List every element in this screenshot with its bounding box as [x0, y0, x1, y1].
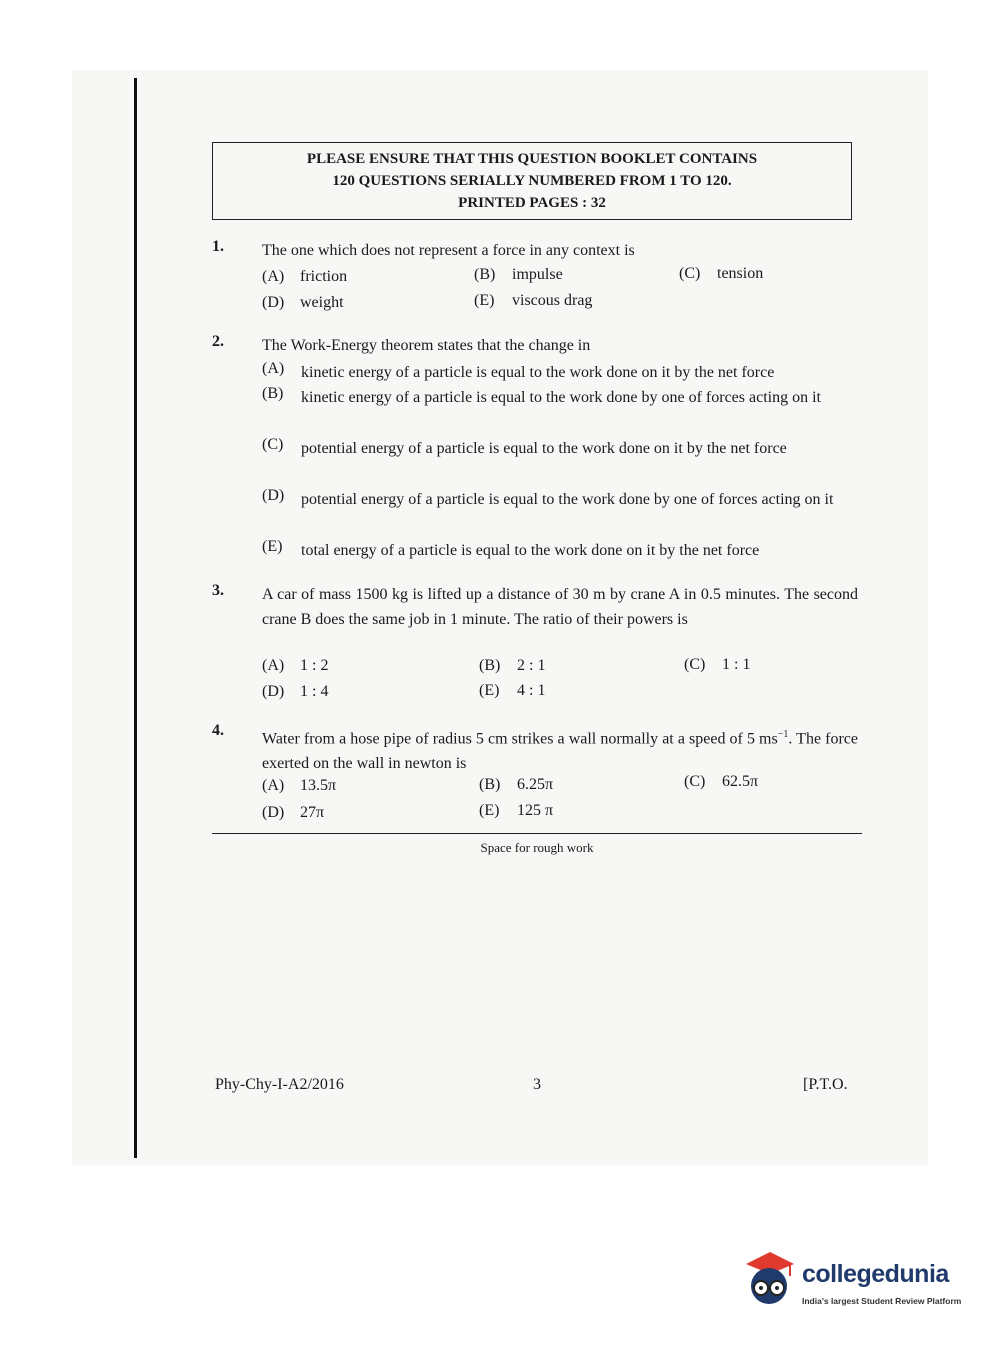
- collegedunia-logo: [740, 1250, 970, 1320]
- option-e: [474, 292, 592, 310]
- option-e: [479, 802, 553, 820]
- option-label: (E): [474, 292, 495, 309]
- notice-line-2: 120 QUESTIONS SERIALLY NUMBERED FROM 1 TO 120.: [332, 173, 732, 189]
- option-label: (D): [262, 487, 285, 504]
- question-number: 2.: [212, 333, 224, 350]
- option-text: 13.5π: [300, 777, 337, 794]
- question-number: 3.: [212, 582, 224, 599]
- option-text: 27π: [300, 804, 325, 821]
- option-label: (A): [262, 360, 285, 377]
- option-d: [262, 804, 324, 822]
- option-b: [479, 657, 545, 675]
- option-c: [684, 656, 750, 674]
- option-label: (B): [479, 657, 501, 674]
- page-number: 3: [533, 1076, 541, 1093]
- superscript: −1: [777, 729, 789, 740]
- option-text: potential energy of a particle is equal to the work done on it by the net force: [301, 440, 787, 457]
- notice-line-1: PLEASE ENSURE THAT THIS QUESTION BOOKLET CONTAINS: [306, 151, 758, 167]
- question-text-main: Water from a hose pipe of radius 5 cm strikes a wall normally at a speed of 5 ms: [262, 730, 778, 748]
- option-d: [262, 683, 328, 701]
- option-text: friction: [300, 268, 348, 285]
- option-text: 1 : 2: [300, 657, 329, 674]
- option-text: 1 : 1: [722, 656, 751, 673]
- option-e: [479, 682, 545, 700]
- rough-work-label: Space for rough work: [480, 840, 594, 855]
- option-label: (C): [679, 265, 701, 282]
- option-label: (C): [684, 773, 706, 790]
- logo-tagline: India's largest Student Review Platform: [802, 1296, 962, 1306]
- option-label: (D): [262, 804, 285, 821]
- binding-line: [134, 78, 137, 1158]
- option-text: 2 : 1: [517, 657, 546, 674]
- option-d: [262, 294, 344, 312]
- question-number: 4.: [212, 722, 224, 739]
- option-a: [262, 777, 336, 795]
- option-text: total energy of a particle is equal to the work done on it by the net force: [301, 542, 760, 559]
- option-text: tension: [717, 265, 764, 282]
- option-text: kinetic energy of a particle is equal to the work done on it by the net force: [301, 364, 775, 381]
- question-text: The Work-Energy theorem states that the change in: [262, 337, 591, 354]
- option-label: (D): [262, 683, 285, 700]
- mascot-icon: [740, 1250, 798, 1312]
- option-label: (D): [262, 294, 285, 311]
- option-b: [474, 266, 563, 284]
- question-text-end: . The force exerted on the wall in newton is: [262, 730, 858, 773]
- question-1: [212, 238, 858, 318]
- option-a: [262, 657, 328, 675]
- option-b: [479, 776, 553, 794]
- notice-line-3: PRINTED PAGES : 32: [458, 195, 606, 211]
- logo-name: collegedunia: [802, 1260, 949, 1288]
- option-label: (B): [479, 776, 501, 793]
- booklet-code: Phy-Chy-I-A2/2016: [215, 1076, 344, 1093]
- option-text: impulse: [512, 266, 563, 283]
- option-label: (E): [262, 538, 283, 555]
- option-text: weight: [300, 294, 344, 311]
- option-a: [262, 268, 347, 286]
- question-text: The one which does not represent a force in any context is: [262, 242, 635, 259]
- option-label: (A): [262, 657, 285, 674]
- option-c: [679, 265, 763, 283]
- question-text: A car of mass 1500 kg is lifted up a distance of 30 m by crane A in 0.5 minutes. The second crane B does the same job in 1 minute. The ratio of their powers is: [262, 586, 858, 628]
- question-text: [262, 722, 858, 776]
- option-text: viscous drag: [512, 292, 593, 309]
- option-text: 6.25π: [517, 776, 554, 793]
- option-label: (A): [262, 777, 285, 794]
- option-c: [684, 773, 758, 791]
- booklet-notice-box: [212, 142, 852, 220]
- option-label: (A): [262, 268, 285, 285]
- option-text: 62.5π: [722, 773, 759, 790]
- option-label: (E): [479, 682, 500, 699]
- question-number: 1.: [212, 238, 224, 255]
- divider-line: [212, 833, 862, 834]
- option-label: (E): [479, 802, 500, 819]
- question-4: [212, 722, 858, 827]
- option-text: 4 : 1: [517, 682, 546, 699]
- option-text: kinetic energy of a particle is equal to the work done by one of forces acting on it: [301, 389, 821, 406]
- option-text: 1 : 4: [300, 683, 329, 700]
- option-label: (B): [474, 266, 496, 283]
- option-label: (C): [684, 656, 706, 673]
- option-text: potential energy of a particle is equal to the work done by one of forces acting on it: [301, 491, 834, 508]
- question-3: [212, 582, 858, 707]
- pto-label: [P.T.O.: [803, 1076, 848, 1093]
- option-label: (C): [262, 436, 284, 453]
- question-2: [212, 333, 858, 563]
- option-text: 125 π: [517, 802, 554, 819]
- option-label: (B): [262, 385, 284, 402]
